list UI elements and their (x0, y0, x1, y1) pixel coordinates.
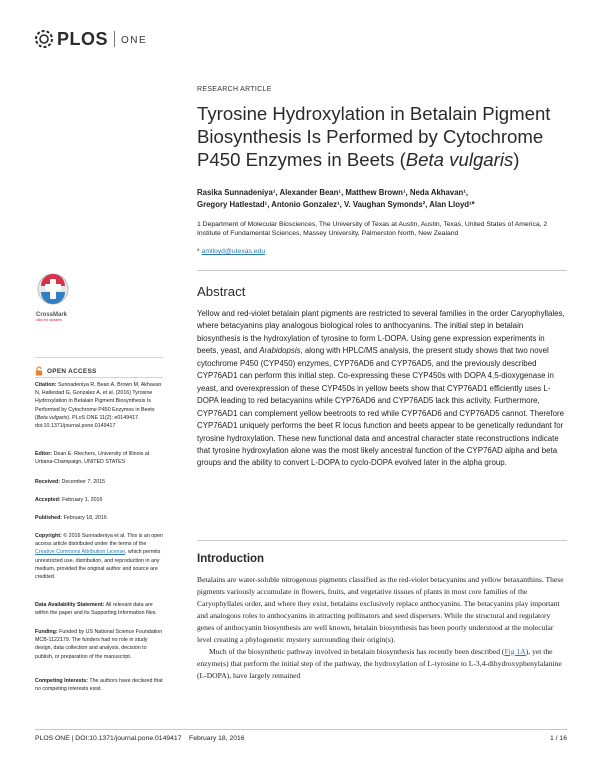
data-availability-block (35, 601, 165, 617)
competing-text: The authors have declared that no competing interests exist. (35, 678, 163, 693)
competing-interests-block (35, 677, 165, 693)
open-lock-icon (35, 366, 43, 376)
published-label: Published: (35, 515, 63, 521)
logo-separator (114, 31, 115, 47)
copyright-b: , which permits unrestricted use, distribution, and reproduction in any medium, provided the original author and source are credited. (35, 549, 161, 581)
page-number: 1 / 16 (549, 735, 567, 742)
citation-species: Beta vulgaris (36, 414, 68, 421)
received-block (35, 478, 165, 486)
abstract-part-1: Yellow and red-violet betalain plant pigments are restricted to several families in the order Caryophyllales, where betacyanins play analogous biological roles to anthocyanins. The initial step in betalain biosynthesis is the hydroxylation of tyrosine to form L-DOPA. Using gene expression experiments in beets, yeast, and (197, 309, 565, 356)
intro-p2-a: Much of the biosynthetic pathway involved in betalain biosynthesis has recently been described ( (209, 646, 505, 656)
crossmark-label: CrossMark (36, 312, 68, 318)
copyright-label: Copyright: (35, 533, 62, 539)
intro-p2-b: ), yet the enzyme(s) that perform the initial step of the pathway, the hydroxylation of L-tyrosine to L-3,4-dihydroxyphenylalanine (L-DOPA), have largely remained (197, 646, 562, 680)
email-link[interactable]: amlloyd@utexas.edu (201, 248, 266, 255)
page-footer (35, 735, 567, 742)
competing-label: Competing Interests: (35, 678, 88, 684)
author-list (197, 187, 567, 210)
editor-text: Dean E. Riechers, University of Illinois at Urbana-Champaign, UNITED STATES (35, 451, 150, 466)
email-star: * (197, 248, 200, 255)
abstract-heading: Abstract (197, 284, 246, 299)
article-title (197, 102, 567, 171)
intro-paragraph-2 (197, 646, 567, 682)
abstract-text (197, 308, 567, 470)
funding-text: Funded by US National Science Foundation MCB-1122179. The funders had no role in study design, data collection and analysis, decision to publish, or preparation of the manuscript. (35, 629, 163, 660)
divider (197, 540, 567, 541)
footer-citation: PLOS ONE | DOI:10.1371/journal.pone.0149417 February 18, 2016 (35, 735, 245, 742)
received-label: Received: (35, 479, 61, 485)
crossmark-badge[interactable] (36, 272, 70, 322)
fig-1a-link[interactable]: Fig 1A (504, 646, 526, 656)
article-type-label: RESEARCH ARTICLE (197, 86, 272, 93)
copyright-block (35, 532, 165, 581)
sidebar-divider (35, 357, 163, 358)
introduction-text (197, 574, 567, 682)
title-species: Beta vulgaris (405, 149, 514, 170)
sidebar-divider (35, 377, 163, 378)
authors-line-2: Gregory Hatlestad¹, Antonio Gonzalez¹, V. Vaughan Symonds², Alan Lloyd¹* (197, 199, 475, 209)
published-block (35, 514, 165, 522)
logo-sub: ONE (121, 34, 148, 46)
plos-logo[interactable] (34, 28, 147, 50)
abstract-part-2: , along with HPLC/MS analysis, the present study shows that two novel cytochrome P450 (CYP450) enzymes, CYP76AD6 and CYP76AD5, and the previously described CYP76AD1 can perform this initial step. Co-expressing these CYP450s with DOPA 4,5-dioxygenase in yeast, and overexpression of these CYP450s in yellow beets show that CYP76AD1 efficiently uses L-DOPA leading to red betacyanins while CYP76AD6 and CYP76AD5 lack this activity. Furthermore, CYP76AD1 can complement yellow beetroots to red while CYP76AD6 and CYP76AD5 cannot. Therefore CYP76AD1 uniquely performs the beet R locus function and beets appear to be genetically redundant for tyrosine hydroxylation. These new functional data and ancestral character state reconstructions indicate that tyrosine hydroxylation alone was the most likely ancestral function of the CYP76AD alpha and beta groups and the ability to convert L-DOPA to cyclo-DOPA evolved later in the alpha group. (197, 346, 564, 468)
footer-divider (35, 729, 567, 730)
corresponding-email (197, 248, 567, 255)
citation-block (35, 381, 165, 430)
editor-label: Editor: (35, 451, 53, 457)
crossmark-icon (36, 272, 70, 306)
data-availability-label: Data Availability Statement: (35, 602, 105, 608)
funding-block (35, 628, 165, 661)
published-text: February 18, 2016 (63, 515, 107, 521)
divider (197, 270, 567, 271)
crossmark-sub: click for updates (36, 318, 62, 322)
abstract-arabidopsis: Arabidopsis (259, 346, 301, 356)
open-access (35, 366, 97, 376)
plos-logo-icon (34, 29, 54, 49)
logo-text: PLOS (57, 28, 109, 49)
data-availability-text: All relevant data are within the paper and its Supporting Information files. (35, 602, 157, 617)
authors-line-1: Rasika Sunnadeniya¹, Alexander Bean¹, Matthew Brown¹, Neda Akhavan¹, (197, 188, 469, 197)
intro-paragraph-1: Betalains are water-soluble nitrogenous pigments classified as the red-violet betacyanins and yellow betaxanthins. These pigments variously accumulate in flowers, fruits, and vegetative tissues of plants in most core families of the Caryophyllales order, and where they exist, betalains exclusively replace anthocyanins. The betacyanins play important and analogous roles to anthocyanins in attracting pollinators and seed dispersers. While the structural and regulatory genes of anthocyanin biosynthesis are well known, betalain biosynthesis has been poorly understood at the molecular level creating a phylogenetic mystery surrounding their origin(s). (197, 575, 564, 644)
funding-label: Funding: (35, 629, 58, 635)
citation-b: ). PLoS ONE 11(2): e0149417. doi:10.1371/journal.pone.0149417 (35, 414, 140, 430)
received-text: December 7, 2015 (61, 479, 106, 485)
affiliations: 1 Department of Molecular Biosciences, The University of Texas at Austin, Austin, Texas, United States of America, 2 Institute of Fundamental Sciences, Massey University, Palmerston North, New Zealand (197, 221, 548, 238)
accepted-block (35, 496, 165, 504)
introduction-heading: Introduction (197, 553, 265, 565)
accepted-label: Accepted: (35, 497, 61, 503)
editor-block (35, 450, 165, 466)
title-end: ) (513, 149, 520, 170)
title-main: Tyrosine Hydroxylation in Betalain Pigment Biosynthesis Is Performed by Cytochrome P450 Enzymes in Beets ( (197, 103, 551, 170)
open-access-label: OPEN ACCESS (47, 367, 97, 375)
accepted-text: February 1, 2016 (62, 497, 103, 503)
citation-label: Citation: (35, 382, 57, 388)
cc-license-link[interactable]: Creative Commons Attribution License (35, 549, 126, 556)
copyright-a: © 2016 Sunnadeniya et al. This is an open access article distributed under the terms of the (35, 533, 164, 548)
citation-a: Sunnadeniya R, Bean A, Brown M, Akhavan N, Hatlestad G, Gonzalez A, et al. (2016) Tyrosine Hydroxylation in Betalain Pigment Biosynthesis Is Performed by Cytochrome P450 Enzymes in Beets ( (35, 382, 162, 421)
